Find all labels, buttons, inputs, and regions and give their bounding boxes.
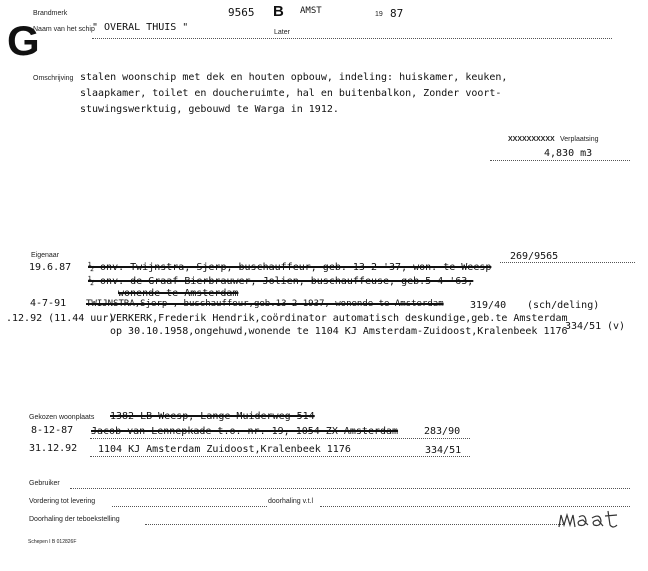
owner-4-date: .12.92 (11.44 uur) [6, 313, 115, 324]
residence-2-text: Jacob van Lennepkade t.o. nr. 19, 1054 ZX Amsterdam [91, 426, 399, 437]
description-line-3: stuwingswerktuig, gebouwd te Warga in 1912. [80, 104, 339, 115]
owner-4-ref: 334/51 [565, 321, 602, 332]
residence-3-text: 1104 KJ Amsterdam Zuidoost,Kralenbeek 1176 [98, 444, 351, 455]
owner-1-date: 19.6.87 [29, 262, 72, 273]
doorhaling-rule [145, 524, 565, 525]
gebruiker-label: Gebruiker [29, 480, 60, 487]
residence-1-text: 1382 LB Weesp, Lange Muiderweg 514 [110, 411, 315, 422]
form-code: Schepen I B 012826F [28, 539, 77, 545]
volume-rule [490, 160, 630, 161]
ship-name-rule [92, 38, 612, 39]
brandmerk-label: Brandmerk [33, 10, 68, 17]
owner-3-text: TWIJNSTRA,Sjerp , buschauffeur,geb.13-2-1937, wonende te Amsterdam [86, 299, 444, 309]
owner-4-note: (v) [607, 321, 626, 332]
ship-name-label: Naam van het schip [33, 26, 95, 33]
volume-label: Verplaatsing [560, 136, 599, 143]
owner-4-text-cont: op 30.10.1958,ongehuwd,wonende te 1104 KJ Amsterdam-Zuidoost,Kralenbeek 1176 [110, 326, 568, 337]
owner-1-text: ½ onv. Twijnstra, Sjerp, buschauffeur, geb. 13-2-'37, won. te Weesp [88, 262, 492, 273]
description-label: Omschrijving [33, 75, 74, 82]
volume-label-struck: XXXXXXXXXX [508, 136, 555, 143]
owner-3-date: 4-7-91 [30, 298, 67, 309]
description-line-1: stalen woonschip met dek en houten opbouw, indeling: huiskamer, keuken, [80, 72, 508, 83]
residence-2-date: 8-12-87 [31, 425, 74, 436]
later-label: Later [274, 29, 290, 36]
owner-3-ref: 319/40 [470, 300, 507, 311]
gebruiker-rule [70, 488, 630, 489]
place: AMST [300, 6, 322, 16]
vordering-label: Vordering tot levering [29, 498, 96, 505]
doorhaling-vtl-label: doorhaling v.t.l [268, 498, 314, 505]
year-prefix: 19 [375, 11, 383, 18]
owner-reference-rule [500, 262, 635, 263]
owner-label: Eigenaar [31, 252, 60, 259]
owner-3-note: (sch/deling) [527, 300, 600, 311]
category-letter: G [7, 17, 40, 64]
residence-3-date: 31.12.92 [29, 443, 78, 454]
vordering-rule [112, 506, 267, 507]
doorhaling-label: Doorhaling der teboekstelling [29, 516, 120, 523]
owner-2-residence: wonende te Amsterdam [118, 288, 239, 299]
residence-3-ref: 334/51 [425, 445, 462, 456]
register-number: 9565 [228, 6, 255, 19]
owner-reference: 269/9565 [510, 251, 559, 262]
volume-value: 4,830 m3 [544, 148, 593, 159]
owner-2-text: ½ onv. de Graaf Bierbrauwer, Jolien, buschauffeuse, geb.5-4-'63, [88, 276, 474, 287]
description-line-2: slaapkamer, toilet en doucheruimte, hal en buitenbalkon, Zonder voort- [80, 88, 502, 99]
ship-name: " OVERAL THUIS " [92, 22, 189, 33]
residence-rule-2 [90, 456, 470, 457]
residence-rule-1 [90, 438, 470, 439]
residence-2-ref: 283/90 [424, 426, 461, 437]
residence-label: Gekozen woonplaats [29, 414, 95, 421]
series-letter: B [273, 3, 284, 20]
signature-mark [555, 503, 635, 533]
owner-4-text: VERKERK,Frederik Hendrik,coördinator automatisch deskundige,geb.te Amsterdam [110, 313, 568, 324]
year: 87 [390, 7, 404, 20]
